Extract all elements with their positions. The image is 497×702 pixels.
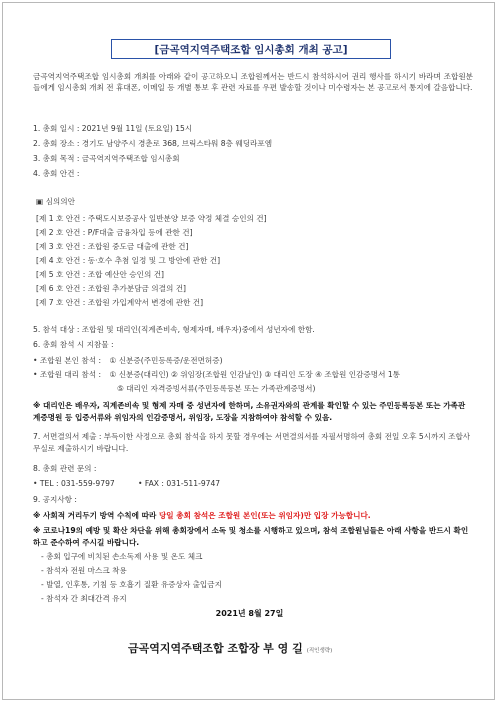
self-attendance-label: • 조합원 본인 참석 :: [33, 356, 102, 365]
agenda-header: ▣ 심의의안: [36, 197, 75, 206]
rule-item-4: - 참석자 간 최대간격 유지: [41, 594, 127, 603]
notice-distancing: [33, 511, 371, 521]
notice-distancing-text: ※ 사회적 거리두기 방역 수칙에 따라: [33, 511, 159, 520]
agenda-item-2: [제 2 호 안건 : P/F대출 금융차입 등에 관한 건]: [36, 228, 193, 237]
written-resolution: 7. 서면결의서 제출 : 부득이한 사정으로 총회 참석을 하지 못할 경우에는 서면결의서를 자필서명하여 총회 전일 오후 5시까지 조합사무실로 제출하시기 바랍니다.: [33, 432, 471, 453]
agenda-item-3: [제 3 호 안건 : 조합원 중도금 대출에 관한 건]: [36, 242, 189, 251]
notice-title: [금곡역지역주택조합 임시총회 개최 공고]: [111, 39, 391, 59]
meeting-place: 2. 총회 장소 : 경기도 남양주시 경춘로 368, 브릭스타워 8층 웨딩라포엠: [33, 139, 273, 148]
notice-date: 2021년 8월 27일: [215, 609, 284, 618]
attendee-eligibility: 5. 참석 대상 : 조합원 및 대리인(직계존비속, 형제자매, 배우자)중에서 성년자에 한함.: [33, 325, 315, 334]
proxy-attendance-items-cont: ⑤ 대리인 자격증빙서류(주민등록등본 또는 가족관계증명서): [117, 384, 316, 393]
agenda-item-4: [제 4 호 안건 : 동·호수 추첨 일정 및 그 방안에 관한 건]: [36, 256, 221, 265]
notice-covid: ※ 코로나19의 예방 및 확산 차단을 위해 총회장에서 소독 및 청소를 시행하고 있으며, 참석 조합원님들은 아래 사항을 반드시 확인하고 준수하여 주시길 바랍니다.: [33, 526, 469, 547]
signature-name: 금곡역지역주택조합 조합장 부 영 길: [128, 642, 303, 655]
self-attendance-row: [33, 356, 223, 366]
self-attendance-items: ① 신분증(주민등록증/운전면허증): [109, 356, 223, 365]
proxy-attendance-label: • 조합원 대리 참석 :: [33, 370, 102, 379]
rule-item-2: - 참석자 전원 마스크 착용: [41, 566, 127, 575]
tel-number: • TEL : 031-559-9797: [33, 479, 115, 488]
agenda-item-7: [제 7 호 안건 : 조합원 가입계약서 변경에 관한 건]: [36, 298, 204, 307]
meeting-date: 1. 총회 일시 : 2021년 9월 11일 (토요일) 15시: [33, 124, 193, 133]
proxy-note: ※ 대리인은 배우자, 직계존비속 및 형제 자매 중 성년자에 한하며, 소유권자와의 관계를 확인할 수 있는 주민등록등본 또는 가족관계증명원 등 입증서류와 위임자의 인감증명서, 위임장, 도장을 지참하여야 참석할 수 있음.: [33, 401, 466, 422]
notice-page: [2, 2, 495, 700]
rule-item-3: - 발열, 인후통, 기침 등 호흡기 질환 유증상자 출입금지: [41, 580, 222, 589]
intro-paragraph: 금곡역지역주택조합 임시총회 개최를 아래와 같이 공고하오니 조합원께서는 반드시 참석하시어 권리 행사를 하시기 바라며 조합원분들에게 임시총회 개최 전 휴대폰, 이메일 등 개별 통보 후 관련 자료를 우편 발송할 것이나 미수령자는 본 공고로서 통지에 갈음합니다.: [33, 72, 473, 92]
agenda-item-1: [제 1 호 안건 : 주택도시보증공사 일반분양 보증 약정 체결 승인의 건]: [36, 214, 267, 223]
agenda-item-6: [제 6 호 안건 : 조합원 추가분담금 의결의 건]: [36, 284, 186, 293]
inquiry-label: 8. 총회 관련 문의 :: [33, 464, 97, 473]
required-items-label: 6. 총회 참석 시 지참물 :: [33, 340, 114, 349]
meeting-agenda-label: 4. 총회 안건 :: [33, 169, 80, 178]
notice-label: 9. 공지사항 :: [33, 495, 77, 504]
agenda-item-5: [제 5 호 안건 : 조합 예산안 승인의 건]: [36, 270, 164, 279]
proxy-attendance-row: [33, 370, 400, 380]
proxy-attendance-items: ① 신분증(대리인) ② 위임장(조합원 인감날인) ③ 대리인 도장 ④ 조합원 인감증명서 1통: [109, 370, 400, 379]
signature-line: [128, 640, 332, 656]
meeting-purpose: 3. 총회 목적 : 금곡역지역주택조합 임시총회: [33, 154, 180, 163]
fax-number: • FAX : 031-511-9747: [138, 479, 221, 488]
seal-omitted: (직인생략): [306, 648, 333, 654]
notice-distancing-highlight: 당일 총회 참석은 조합원 본인(또는 위임자)만 입장 가능합니다.: [158, 511, 371, 520]
rule-item-1: - 총회 입구에 비치된 손소독제 사용 및 온도 체크: [41, 552, 203, 561]
